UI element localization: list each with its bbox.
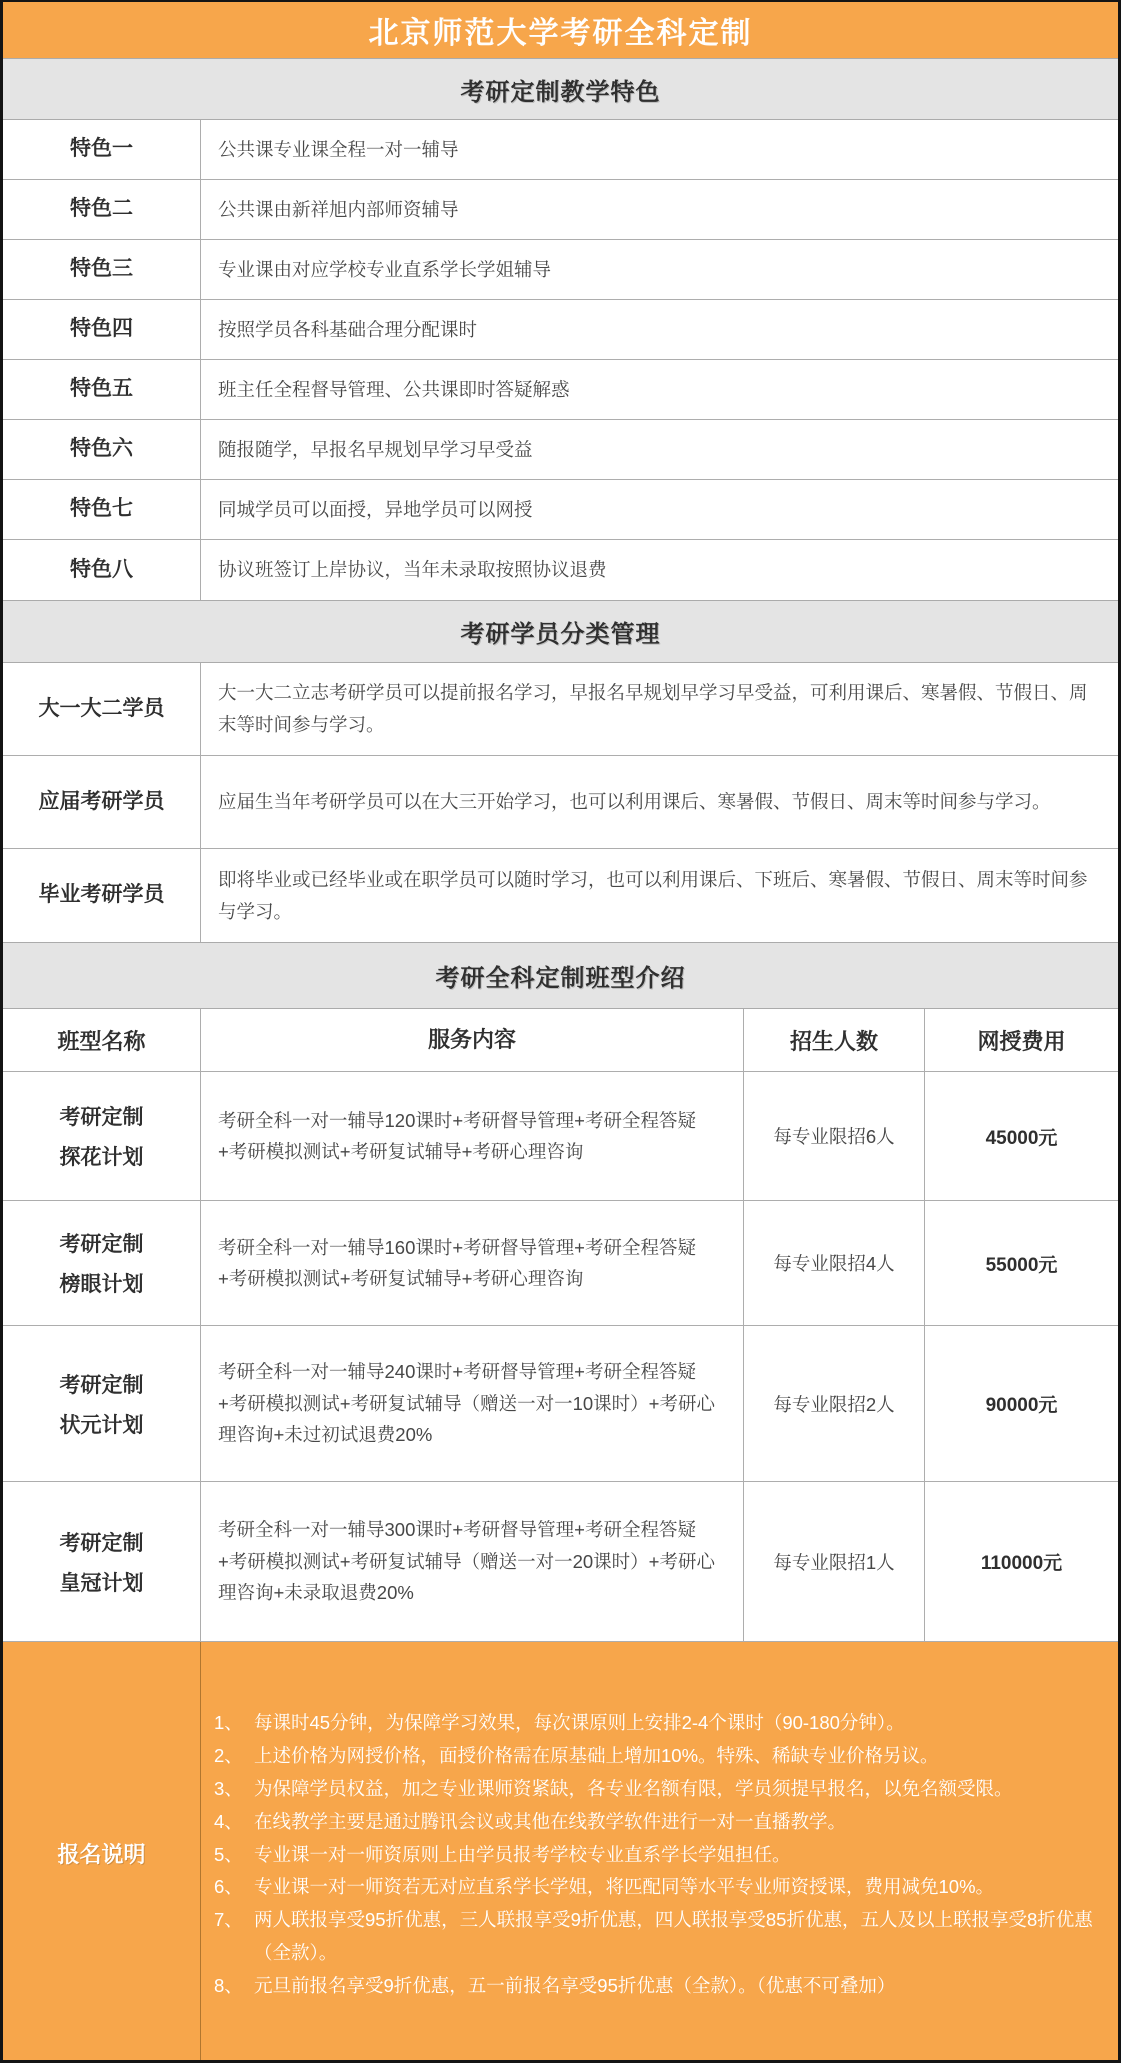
note-text: 专业课一对一师资原则上由学员报考学校专业直系学长学姐担任。: [254, 1843, 791, 1865]
plan-quota: 每专业限招1人: [744, 1482, 925, 1641]
feature-text: 同城学员可以面授，异地学员可以网授: [218, 498, 533, 520]
feature-label: 特色二: [3, 180, 201, 239]
note-item: [214, 1839, 1100, 1872]
plan-service: 考研全科一对一辅导120课时+考研督导管理+考研全程答疑+考研模拟测试+考研复试辅导+考研心理咨询: [201, 1072, 744, 1200]
plan-name-line: 榜眼计划: [59, 1273, 144, 1296]
plan-row: [3, 1482, 1118, 1642]
note-number: 8、: [214, 1975, 243, 1997]
feature-label: 特色四: [3, 300, 201, 359]
column-header-price: 网授费用: [977, 1028, 1066, 1054]
note-text: 专业课一对一师资若无对应直系学长学姐，将匹配同等水平专业师资授课，费用减免10%。: [254, 1876, 995, 1898]
feature-label: 特色三: [3, 240, 201, 299]
note-number: 2、: [214, 1744, 243, 1766]
section-header-categories: [3, 600, 1118, 663]
category-label: 大一大二学员: [3, 663, 201, 755]
plan-price: 110000元: [980, 1553, 1063, 1574]
note-item: [214, 1904, 1100, 1970]
note-text: 两人联报享受95折优惠，三人联报享受9折优惠，四人联报享受85折优惠，五人及以上联报享受8折优惠（全款）。: [254, 1909, 1093, 1964]
page-title-bar: [3, 2, 1118, 58]
category-text: 大一大二立志考研学员可以提前报名学习，早报名早规划早学习早受益，可利用课后、寒暑假、节假日、周末等时间参与学习。: [218, 682, 1088, 735]
feature-text: 公共课专业课全程一对一辅导: [218, 138, 459, 160]
note-text: 在线教学主要是通过腾讯会议或其他在线教学软件进行一对一直播教学。: [254, 1810, 847, 1832]
note-number: 6、: [214, 1876, 243, 1898]
note-number: 5、: [214, 1843, 243, 1865]
notes-label: 报名说明: [3, 1642, 201, 2063]
page-title: 北京师范大学考研全科定制: [368, 17, 753, 50]
feature-label: 特色六: [3, 420, 201, 479]
plan-name-line: 皇冠计划: [59, 1571, 144, 1595]
note-text: 为保障学员权益，加之专业课师资紧缺，各专业名额有限，学员须提早报名，以免名额受限。: [254, 1777, 1013, 1799]
plan-name: [3, 1326, 201, 1481]
note-text: 每课时45分钟，为保障学习效果，每次课原则上安排2-4个课时（90-180分钟）。: [254, 1711, 905, 1733]
feature-label: 特色一: [3, 120, 201, 179]
feature-label: 特色八: [3, 540, 201, 600]
category-row: [3, 663, 1118, 756]
feature-label: 特色五: [3, 360, 201, 419]
plan-name-line: 考研定制: [59, 1373, 144, 1397]
features-table: [3, 120, 1118, 600]
plan-price: 90000元: [985, 1395, 1058, 1416]
plan-row: [3, 1326, 1118, 1482]
category-text: 应届生当年考研学员可以在大三开始学习，也可以利用课后、寒暑假、节假日、周末等时间参与学习。: [218, 791, 1051, 813]
plan-name-line: 考研定制: [59, 1106, 144, 1129]
feature-text: 按照学员各科基础合理分配课时: [218, 318, 478, 340]
category-text: 即将毕业或已经毕业或在职学员可以随时学习，也可以利用课后、下班后、寒暑假、节假日、周末等时间参与学习。: [218, 868, 1088, 922]
plan-quota: 每专业限招6人: [744, 1072, 925, 1200]
feature-row: [3, 300, 1118, 360]
feature-row: [3, 180, 1118, 240]
plan-price: 55000元: [985, 1254, 1058, 1276]
plan-service: 考研全科一对一辅导240课时+考研督导管理+考研全程答疑+考研模拟测试+考研复试辅导（赠送一对一10课时）+考研心理咨询+未过初试退费20%: [201, 1326, 744, 1481]
feature-text: 公共课由新祥旭内部师资辅导: [218, 198, 459, 220]
column-header-service: 服务内容: [201, 1009, 744, 1071]
column-header-plan-name: 班型名称: [3, 1009, 201, 1071]
category-row: [3, 849, 1118, 942]
plan-name-line: 考研定制: [59, 1233, 144, 1256]
note-number: 3、: [214, 1777, 243, 1799]
plan-service: 考研全科一对一辅导160课时+考研督导管理+考研全程答疑+考研模拟测试+考研复试辅导+考研心理咨询: [201, 1201, 744, 1325]
feature-row: [3, 120, 1118, 180]
feature-text: 协议班签订上岸协议，当年未录取按照协议退费: [218, 559, 607, 581]
plan-row: [3, 1072, 1118, 1201]
plan-name-line: 探花计划: [59, 1146, 144, 1169]
plan-name-line: 考研定制: [59, 1531, 144, 1555]
feature-text: 班主任全程督导管理、公共课即时答疑解惑: [218, 378, 570, 400]
note-number: 1、: [214, 1711, 243, 1733]
note-item: [214, 1806, 1100, 1839]
note-item: [214, 1871, 1100, 1904]
note-item: [214, 1773, 1100, 1806]
plans-table: [3, 1009, 1118, 1642]
category-label: 应届考研学员: [3, 756, 201, 848]
feature-row: [3, 480, 1118, 540]
note-text: 上述价格为网授价格，面授价格需在原基础上增加10%。特殊、稀缺专业价格另议。: [254, 1744, 939, 1766]
plan-row: [3, 1201, 1118, 1326]
section-title-plans: 考研全科定制班型介绍: [435, 965, 686, 992]
category-label: 毕业考研学员: [3, 849, 201, 942]
registration-notes: [3, 1642, 1118, 2063]
section-header-plans: [3, 942, 1118, 1009]
plan-quota: 每专业限招4人: [744, 1201, 925, 1325]
categories-table: [3, 663, 1118, 942]
plan-quota: 每专业限招2人: [744, 1326, 925, 1481]
section-title-categories: 考研学员分类管理: [460, 621, 661, 648]
feature-label: 特色七: [3, 480, 201, 539]
section-header-features: [3, 58, 1118, 120]
feature-text: 随报随学，早报名早规划早学习早受益: [218, 438, 533, 460]
plan-price: 45000元: [985, 1127, 1058, 1149]
section-title-features: 考研定制教学特色: [460, 78, 661, 106]
feature-row: [3, 240, 1118, 300]
plans-table-header: [3, 1009, 1118, 1072]
plan-name: [3, 1201, 201, 1325]
note-number: 7、: [214, 1909, 243, 1931]
feature-row: [3, 420, 1118, 480]
note-text: 元旦前报名享受9折优惠，五一前报名享受95折优惠（全款）。（优惠不可叠加）: [254, 1975, 896, 1997]
category-row: [3, 756, 1118, 849]
plan-name: [3, 1482, 201, 1641]
note-item: [214, 1740, 1100, 1773]
feature-row: [3, 360, 1118, 420]
note-item: [214, 1707, 1100, 1740]
notes-list: [201, 1642, 1118, 2063]
note-number: 4、: [214, 1810, 243, 1832]
plan-name: [3, 1072, 201, 1200]
plan-service: 考研全科一对一辅导300课时+考研督导管理+考研全程答疑+考研模拟测试+考研复试辅导（赠送一对一20课时）+考研心理咨询+未录取退费20%: [201, 1482, 744, 1641]
plan-name-line: 状元计划: [59, 1413, 144, 1437]
feature-row: [3, 540, 1118, 600]
feature-text: 专业课由对应学校专业直系学长学姐辅导: [218, 258, 552, 280]
note-item: [214, 1970, 1100, 2003]
column-header-quota: 招生人数: [744, 1009, 925, 1071]
